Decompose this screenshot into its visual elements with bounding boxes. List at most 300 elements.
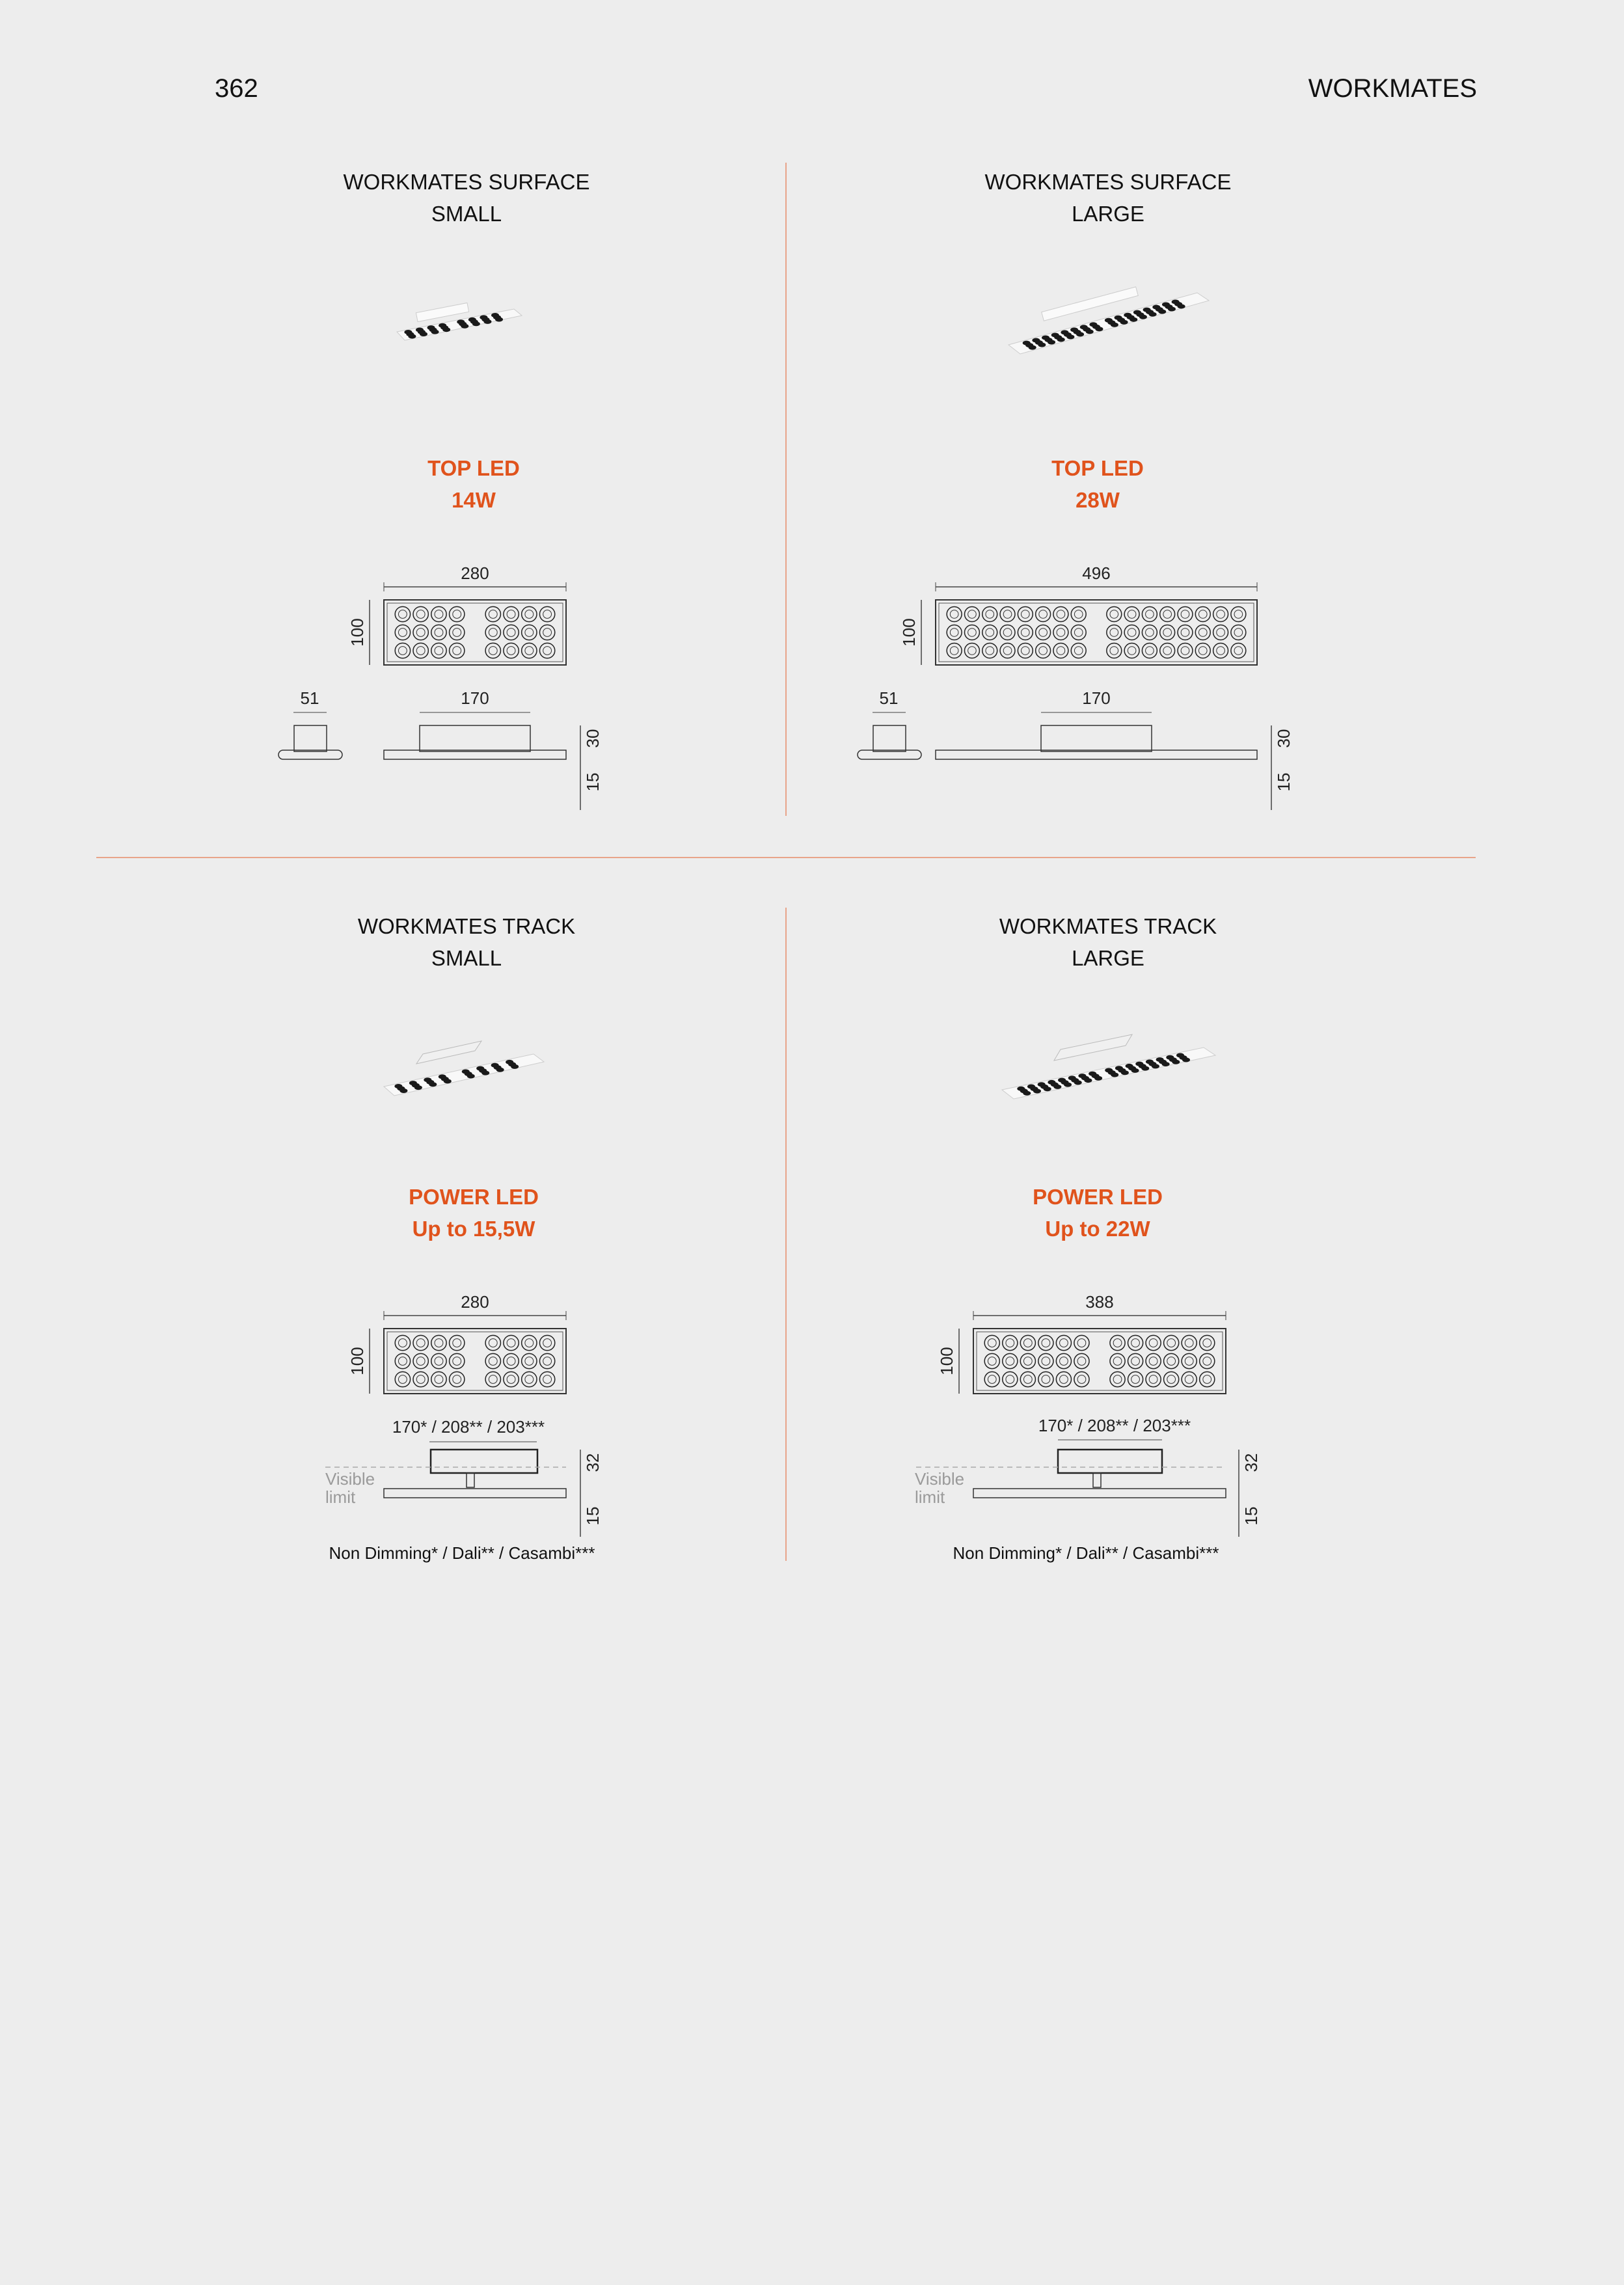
led-lens-outline (522, 625, 537, 640)
led-lens-inner (1128, 647, 1136, 655)
led-lens-inner (1003, 610, 1012, 619)
led-lens-outline (522, 1372, 537, 1386)
led-lens-inner (968, 647, 977, 655)
led-lens-outline (1110, 1372, 1125, 1386)
led-lens-outline (947, 643, 962, 658)
led-lens-outline (1124, 643, 1139, 658)
led-lens-inner (1074, 629, 1083, 637)
led-lens-inner (507, 629, 515, 637)
led-lens-inner (525, 647, 534, 655)
led-lens-inner (543, 647, 552, 655)
led-lens-outline (431, 1335, 446, 1350)
led-lens-inner (398, 610, 407, 619)
led-lens-inner (1077, 1339, 1086, 1347)
led-lens-inner (1185, 1357, 1193, 1366)
led-lens-inner (1057, 610, 1065, 619)
led-lens-outline (395, 625, 410, 640)
led-lens-outline (431, 606, 446, 621)
led-dot (1172, 1060, 1180, 1064)
led-lens-outline (504, 625, 519, 640)
led-dot (1053, 1085, 1061, 1089)
led-lens-outline (1000, 625, 1015, 640)
led-dot (1095, 327, 1103, 331)
led-lens-outline (1164, 1372, 1179, 1386)
svg-text:Visible: Visible (325, 1469, 375, 1489)
led-lens-outline (1178, 607, 1193, 622)
led-dot (1023, 1091, 1031, 1096)
led-lens-outline (450, 1353, 465, 1368)
led-lens-inner (1042, 1375, 1050, 1384)
led-lens-inner (453, 1357, 461, 1366)
row-divider (96, 857, 1476, 858)
led-lens-outline (964, 625, 979, 640)
led-lens-outline (1053, 625, 1068, 640)
led-lens-inner (1003, 647, 1012, 655)
led-lens-outline (984, 1353, 999, 1368)
led-lens-inner (398, 1357, 407, 1366)
led-lens-outline (1003, 1335, 1018, 1350)
led-dot (1152, 1064, 1159, 1068)
led-lens-inner (1217, 610, 1225, 619)
led-lens-outline (1178, 625, 1193, 640)
led-lens-outline (984, 1335, 999, 1350)
technical-drawing-track-large (904, 1282, 1295, 1575)
led-lens-inner (507, 647, 515, 655)
svg-text:388: 388 (1085, 1292, 1114, 1312)
led-lens-outline (947, 625, 962, 640)
led-dot (1111, 1073, 1118, 1077)
led-lens-inner (988, 1357, 996, 1366)
led-dot (414, 1085, 422, 1090)
led-lens-outline (522, 1353, 537, 1368)
led-lens-outline (1164, 1335, 1179, 1350)
led-lens-inner (1234, 610, 1243, 619)
led-lens-outline (982, 643, 997, 658)
led-lens-inner (507, 1375, 515, 1384)
led-lens-inner (1181, 647, 1189, 655)
led-dot (467, 1074, 475, 1079)
led-dot (1182, 1057, 1190, 1062)
led-dot (472, 321, 480, 326)
product-photo-surface-large (1002, 273, 1217, 371)
led-lens-outline (1160, 625, 1175, 640)
led-lens-inner (988, 1375, 996, 1384)
led-dot (399, 1088, 407, 1093)
led-lens-inner (525, 610, 534, 619)
svg-text:170: 170 (1082, 688, 1111, 708)
led-dot (1149, 312, 1157, 317)
led-lens-outline (485, 1335, 500, 1350)
led-lens-inner (416, 629, 425, 637)
led-lens-outline (485, 1353, 500, 1368)
led-dot (1131, 1068, 1139, 1073)
led-lens-inner (398, 647, 407, 655)
led-lens-outline (1056, 1335, 1071, 1350)
led-lens-inner (489, 1375, 497, 1384)
led-lens-inner (950, 647, 958, 655)
technical-drawing-surface-large (839, 553, 1334, 813)
led-lens-inner (1077, 1375, 1086, 1384)
product-photo-track-large (995, 1025, 1223, 1116)
led-lens-outline (450, 606, 465, 621)
led-lens-inner (525, 1339, 534, 1347)
led-lens-inner (1113, 1357, 1122, 1366)
led-lens-outline (1071, 607, 1086, 622)
column-divider-bottom (785, 908, 787, 1561)
led-lens-inner (1217, 647, 1225, 655)
svg-text:limit: limit (915, 1487, 945, 1507)
led-dot (1158, 310, 1166, 314)
led-lens-outline (1110, 1353, 1125, 1368)
led-lens-inner (968, 629, 977, 637)
led-lens-outline (1038, 1353, 1053, 1368)
led-dot (1029, 345, 1036, 350)
led-lens-outline (1128, 1353, 1143, 1368)
led-lens-outline (395, 643, 410, 658)
led-lens-outline (395, 606, 410, 621)
led-lens-inner (416, 1375, 425, 1384)
led-lens-inner (416, 610, 425, 619)
control-options-note-track-small: Non Dimming* / Dali** / Casambi*** (329, 1543, 595, 1563)
svg-text:51: 51 (300, 688, 319, 708)
led-lens-outline (947, 607, 962, 622)
led-lens-outline (1146, 1353, 1161, 1368)
led-lens-outline (1000, 607, 1015, 622)
led-lens-outline (1231, 643, 1246, 658)
led-dot (496, 1068, 504, 1072)
led-dot (1066, 334, 1074, 339)
led-lens-outline (413, 606, 428, 621)
led-lens-outline (522, 643, 537, 658)
led-lens-inner (968, 610, 977, 619)
led-lens-outline (1231, 607, 1246, 622)
led-lens-inner (453, 1339, 461, 1347)
led-lens-inner (1167, 1339, 1176, 1347)
led-lens-outline (395, 1372, 410, 1386)
led-lens-outline (431, 1353, 446, 1368)
led-lens-outline (1036, 643, 1051, 658)
led-lens-outline (1142, 607, 1157, 622)
led-lens-outline (539, 625, 554, 640)
led-lens-inner (1198, 610, 1207, 619)
led-lens-outline (1195, 625, 1210, 640)
led-lens-inner (1077, 1357, 1086, 1366)
led-lens-outline (395, 1335, 410, 1350)
led-lens-outline (1056, 1372, 1071, 1386)
led-lens-inner (1006, 1339, 1014, 1347)
led-lens-outline (1107, 643, 1122, 658)
led-lens-outline (1213, 607, 1228, 622)
svg-text:100: 100 (937, 1347, 956, 1375)
led-lens-inner (489, 629, 497, 637)
led-lens-outline (504, 1372, 519, 1386)
led-lens-inner (507, 1357, 515, 1366)
led-dot (1139, 315, 1147, 319)
led-lens-outline (1020, 1372, 1035, 1386)
led-dot (511, 1064, 519, 1069)
led-lens-outline (1107, 607, 1122, 622)
led-lens-outline (1160, 607, 1175, 622)
led-dot (481, 1071, 489, 1075)
svg-text:170* / 208** / 203***: 170* / 208** / 203*** (1038, 1416, 1191, 1435)
led-lens-inner (1181, 629, 1189, 637)
led-lens-outline (1003, 1372, 1018, 1386)
svg-text:30: 30 (1274, 729, 1293, 748)
column-divider-top (785, 163, 787, 816)
led-dot (1076, 332, 1084, 336)
led-lens-outline (1146, 1335, 1161, 1350)
product-title-surface-small: WORKMATES SURFACE SMALL (343, 170, 590, 226)
led-dot (1033, 1089, 1041, 1094)
led-lens-inner (1234, 629, 1243, 637)
product-title-track-small: WORKMATES TRACK SMALL (357, 914, 576, 970)
led-lens-outline (1124, 607, 1139, 622)
led-lens-outline (539, 606, 554, 621)
led-lens-inner (1181, 610, 1189, 619)
led-lens-inner (1022, 629, 1030, 637)
led-lens-outline (1071, 625, 1086, 640)
control-options-note-track-large: Non Dimming* / Dali** / Casambi*** (953, 1543, 1219, 1563)
led-lens-outline (1164, 1353, 1179, 1368)
led-lens-inner (1163, 629, 1172, 637)
led-dot (1121, 1070, 1129, 1075)
led-lens-inner (543, 1357, 552, 1366)
svg-text:15: 15 (583, 772, 602, 792)
svg-text:170: 170 (461, 688, 489, 708)
led-lens-outline (485, 643, 500, 658)
svg-text:280: 280 (461, 1292, 489, 1312)
led-lens-inner (1074, 647, 1083, 655)
led-dot (1084, 1078, 1092, 1083)
led-lens-inner (1113, 1339, 1122, 1347)
led-lens-outline (539, 1353, 554, 1368)
led-lens-inner (986, 610, 994, 619)
led-lens-outline (1195, 643, 1210, 658)
svg-text:15: 15 (583, 1506, 602, 1526)
svg-text:496: 496 (1082, 563, 1111, 583)
led-lens-inner (1006, 1357, 1014, 1366)
led-dot (408, 334, 416, 338)
led-lens-outline (1200, 1335, 1215, 1350)
led-lens-outline (982, 625, 997, 640)
product-title-surface-large: WORKMATES SURFACE LARGE (984, 170, 1232, 226)
led-lens-outline (522, 606, 537, 621)
led-lens-outline (1071, 643, 1086, 658)
led-lens-outline (450, 1372, 465, 1386)
led-lens-outline (485, 606, 500, 621)
led-lens-inner (435, 1357, 443, 1366)
led-dot (1057, 337, 1065, 342)
led-dot (1168, 306, 1176, 311)
svg-text:100: 100 (347, 618, 367, 647)
led-lens-outline (504, 1353, 519, 1368)
led-lens-outline (1018, 607, 1033, 622)
led-lens-inner (1023, 1375, 1032, 1384)
led-lens-inner (435, 1375, 443, 1384)
led-lens-inner (435, 610, 443, 619)
led-lens-outline (1146, 1372, 1161, 1386)
led-lens-inner (1113, 1375, 1122, 1384)
led-lens-inner (1023, 1339, 1032, 1347)
svg-text:170* / 208** / 203***: 170* / 208** / 203*** (392, 1417, 545, 1437)
led-lens-outline (1000, 643, 1015, 658)
led-dot (1094, 1076, 1102, 1081)
led-lens-inner (986, 629, 994, 637)
led-lens-outline (413, 625, 428, 640)
led-lens-inner (1203, 1357, 1211, 1366)
section-title: WORKMATES (1308, 74, 1477, 103)
led-lens-inner (1149, 1357, 1157, 1366)
led-lens-outline (1200, 1353, 1215, 1368)
led-lens-inner (1042, 1339, 1050, 1347)
led-lens-outline (1038, 1372, 1053, 1386)
led-lens-inner (398, 629, 407, 637)
led-lens-outline (395, 1353, 410, 1368)
led-lens-outline (1110, 1335, 1125, 1350)
led-lens-inner (453, 629, 461, 637)
led-lens-outline (1195, 607, 1210, 622)
led-lens-inner (1060, 1339, 1068, 1347)
led-lens-inner (489, 1339, 497, 1347)
led-dot (1044, 1087, 1051, 1091)
led-lens-inner (489, 1357, 497, 1366)
led-lens-outline (1107, 625, 1122, 640)
led-lens-outline (1074, 1335, 1089, 1350)
led-lens-outline (431, 625, 446, 640)
led-lens-inner (1185, 1339, 1193, 1347)
led-lens-inner (398, 1375, 407, 1384)
led-lens-outline (1038, 1335, 1053, 1350)
led-lens-outline (504, 1335, 519, 1350)
svg-text:32: 32 (583, 1453, 602, 1472)
led-lens-outline (1142, 625, 1157, 640)
product-photo-track-small (377, 1034, 553, 1113)
technical-drawing-surface-small (260, 553, 625, 813)
led-lens-outline (450, 1335, 465, 1350)
spec-surface-large: TOP LED 28W (1051, 456, 1144, 512)
led-lens-outline (984, 1372, 999, 1386)
led-lens-outline (1018, 625, 1033, 640)
led-lens-inner (1003, 629, 1012, 637)
led-lens-inner (1146, 629, 1154, 637)
led-lens-inner (1110, 610, 1118, 619)
technical-drawing-track-small (312, 1282, 638, 1575)
led-lens-outline (1020, 1353, 1035, 1368)
led-lens-inner (1163, 610, 1172, 619)
led-lens-outline (1020, 1335, 1035, 1350)
led-lens-inner (489, 647, 497, 655)
led-lens-inner (988, 1339, 996, 1347)
led-dot (1130, 318, 1137, 322)
svg-text:Visible: Visible (915, 1469, 965, 1489)
led-dot (1141, 1066, 1149, 1071)
led-lens-outline (1036, 625, 1051, 640)
svg-text:limit: limit (325, 1487, 356, 1507)
led-lens-inner (1146, 647, 1154, 655)
led-lens-outline (539, 1335, 554, 1350)
led-dot (1064, 1083, 1072, 1087)
led-lens-inner (1060, 1357, 1068, 1366)
led-lens-outline (539, 1372, 554, 1386)
led-lens-inner (435, 647, 443, 655)
led-lens-outline (1160, 643, 1175, 658)
led-lens-outline (1053, 607, 1068, 622)
led-lens-outline (964, 643, 979, 658)
led-lens-inner (1057, 647, 1065, 655)
svg-text:30: 30 (583, 729, 602, 748)
led-lens-inner (1217, 629, 1225, 637)
led-lens-inner (1128, 610, 1136, 619)
led-dot (1120, 320, 1128, 325)
led-lens-inner (435, 629, 443, 637)
spec-track-large: POWER LED Up to 22W (1033, 1185, 1163, 1241)
led-lens-outline (1182, 1353, 1197, 1368)
svg-text:280: 280 (461, 563, 489, 583)
led-lens-inner (525, 629, 534, 637)
led-lens-inner (950, 629, 958, 637)
led-lens-outline (1128, 1335, 1143, 1350)
led-lens-inner (1060, 1375, 1068, 1384)
led-lens-outline (413, 643, 428, 658)
led-lens-outline (1182, 1372, 1197, 1386)
led-dot (1111, 323, 1118, 327)
led-lens-inner (1185, 1375, 1193, 1384)
led-dot (420, 332, 427, 336)
led-lens-inner (1022, 610, 1030, 619)
led-lens-inner (543, 1375, 552, 1384)
led-lens-inner (1039, 610, 1048, 619)
led-lens-outline (1124, 625, 1139, 640)
led-dot (483, 319, 491, 324)
led-lens-inner (453, 610, 461, 619)
page-number: 362 (215, 74, 258, 103)
led-lens-inner (1039, 647, 1048, 655)
led-lens-inner (416, 1357, 425, 1366)
led-lens-inner (398, 1339, 407, 1347)
spec-track-small: POWER LED Up to 15,5W (409, 1185, 539, 1241)
led-dot (1074, 1080, 1082, 1085)
led-lens-inner (525, 1375, 534, 1384)
led-lens-outline (1200, 1372, 1215, 1386)
led-dot (1162, 1062, 1170, 1066)
led-lens-inner (453, 1375, 461, 1384)
led-lens-outline (522, 1335, 537, 1350)
led-lens-inner (1110, 647, 1118, 655)
led-lens-inner (416, 647, 425, 655)
led-lens-outline (1213, 643, 1228, 658)
led-lens-inner (543, 1339, 552, 1347)
led-dot (429, 1082, 437, 1087)
led-lens-inner (1234, 647, 1243, 655)
svg-text:100: 100 (347, 1347, 367, 1375)
led-lens-inner (1198, 647, 1207, 655)
led-lens-outline (1074, 1353, 1089, 1368)
led-lens-outline (1182, 1335, 1197, 1350)
led-dot (461, 324, 468, 329)
led-dot (1178, 304, 1185, 308)
svg-text:32: 32 (1241, 1453, 1261, 1472)
led-lens-inner (1023, 1357, 1032, 1366)
svg-text:15: 15 (1241, 1506, 1261, 1526)
led-lens-inner (1039, 629, 1048, 637)
svg-text:100: 100 (899, 618, 919, 647)
led-lens-outline (485, 1372, 500, 1386)
led-lens-inner (1057, 629, 1065, 637)
led-lens-outline (431, 643, 446, 658)
led-dot (1086, 329, 1094, 334)
led-lens-outline (1056, 1353, 1071, 1368)
product-title-track-large: WORKMATES TRACK LARGE (999, 914, 1217, 970)
